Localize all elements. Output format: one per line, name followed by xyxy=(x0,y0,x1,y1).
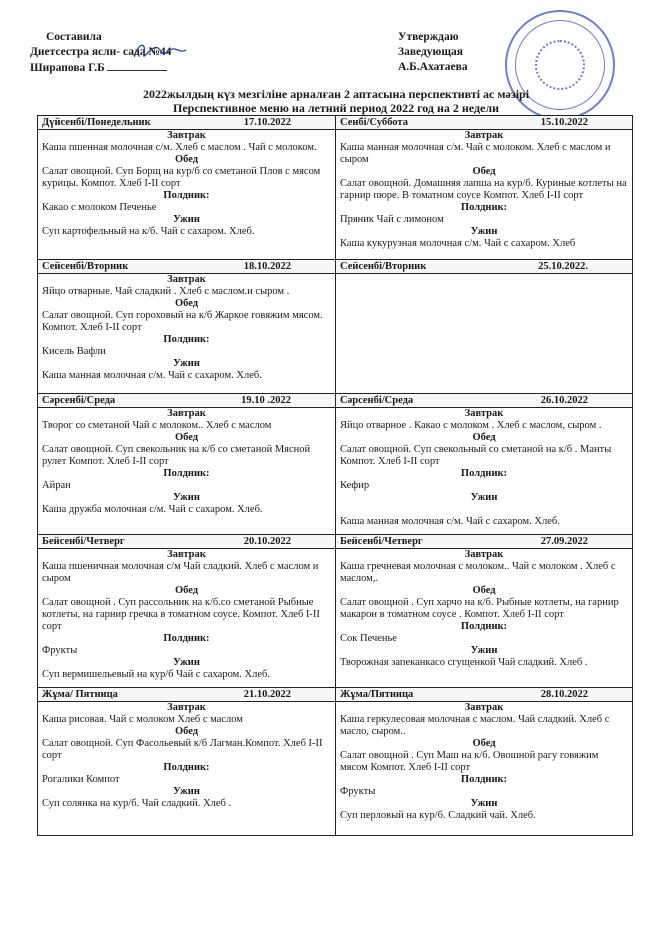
dinner-label: Ужин xyxy=(470,645,498,656)
handwritten-signature xyxy=(130,38,190,64)
compiled-by-label: Составила xyxy=(46,31,102,43)
dinner-label: Ужин xyxy=(173,786,200,797)
snack-dishes: Рогалики Компот xyxy=(42,774,120,785)
approved-by-name: А.Б.Ахатаева xyxy=(398,61,468,73)
day-header xyxy=(336,394,632,408)
snack-label: Полдник: xyxy=(460,468,508,479)
day-header xyxy=(38,116,335,130)
dinner-label: Ужин xyxy=(470,492,498,503)
dinner-dishes: Суп солянка на кур/б. Чай сладкий. Хлеб . xyxy=(42,798,232,809)
day-header xyxy=(38,260,335,274)
breakfast-label: Завтрак xyxy=(167,274,206,285)
lunch-dishes: Салат овощной. Суп свекольный со сметаной на к/б . Манты Компот. Хлеб I-II сорт xyxy=(340,444,612,467)
breakfast-label: Завтрак xyxy=(167,702,206,713)
day-name: Дүйсенбі/Понедельник xyxy=(42,117,151,128)
breakfast-label: Завтрак xyxy=(464,702,504,713)
day-cell xyxy=(38,688,335,835)
lunch-label: Обед xyxy=(174,154,199,165)
breakfast-dishes: Каша пшеничная молочная с/м Чай сладкий. Хлеб с маслом и сыром xyxy=(42,561,319,584)
day-date: 20.10.2022 xyxy=(243,536,291,547)
dinner-dishes: Творожная запеканкасо сгущенкой Чай сладкий. Хлеб . xyxy=(340,657,588,668)
breakfast-label: Завтрак xyxy=(167,408,206,419)
dinner-dishes: Каша манная молочная с/м. Чай с сахаром. Хлеб. xyxy=(340,516,560,527)
compiled-by-name: Ширапова Г.Б xyxy=(30,62,105,74)
breakfast-dishes: Каша рисовая. Чай с молоком Хлеб с маслом xyxy=(42,714,243,725)
day-name: Сейсенбі/Вторник xyxy=(340,261,427,272)
snack-dishes: Кефир xyxy=(340,480,370,491)
approved-by-position: Заведующая xyxy=(398,46,464,58)
day-cell xyxy=(335,535,632,687)
day-cell xyxy=(335,260,632,393)
day-name: Бейсенбі/Четверг xyxy=(340,536,423,547)
day-date: 26.10.2022 xyxy=(540,395,588,406)
day-name: Жұма/ Пятница xyxy=(42,689,118,700)
day-cell xyxy=(38,260,335,393)
menu-row xyxy=(38,534,632,687)
day-cell xyxy=(38,535,335,687)
approved-by-label: Утверждаю xyxy=(398,31,459,43)
day-cell xyxy=(335,116,632,259)
snack-label: Полдник: xyxy=(163,468,210,479)
day-header xyxy=(336,116,632,130)
snack-dishes: Фрукты xyxy=(42,645,78,656)
lunch-dishes: Салат овощной. Домашняя лапша на кур/б. Куриные котлеты на гарнир пюре. В томатном соусе Компот. Хлеб I-II сорт xyxy=(340,178,627,201)
lunch-dishes: Салат овощной. Суп гороховый на к/б Жаркое говяжим мясом. Компот. Хлеб I-II сорт xyxy=(42,310,323,333)
dinner-label: Ужин xyxy=(173,657,200,668)
dinner-label: Ужин xyxy=(173,358,200,369)
approved-by-block xyxy=(398,30,468,75)
breakfast-dishes: Каша геркулесовая молочная с маслом. Чай сладкий. Хлеб с масло, сыром.. xyxy=(340,714,610,737)
lunch-dishes: Салат овощной . Суп Маш на к/б. Овошной рагу говяжим мясом Компот. Хлеб I-II сорт xyxy=(340,750,599,773)
day-name: Сәрсенбі/Среда xyxy=(340,395,414,406)
compiled-by-position: Диетсестра ясли- сада №44 xyxy=(30,46,172,58)
menu-row xyxy=(38,687,632,835)
lunch-label: Обед xyxy=(174,585,199,596)
day-name: Жұма/Пятница xyxy=(340,689,414,700)
day-name: Сейсенбі/Вторник xyxy=(42,261,129,272)
dinner-dishes: Суп вермишельевый на кур/б Чай с сахаром. Хлеб. xyxy=(42,669,270,680)
day-name: Сенбі/Суббота xyxy=(340,117,408,128)
dinner-dishes: Суп перловый на кур/б. Сладкий чай. Хлеб. xyxy=(340,810,536,821)
dinner-dishes: Каша дружба молочная с/м. Чай с сахаром. Хлеб. xyxy=(42,504,263,515)
snack-dishes: Айран xyxy=(42,480,71,491)
dinner-dishes: Каша манная молочная с/м. Чай с сахаром. Хлеб. xyxy=(42,370,262,381)
day-date: 19.10 .2022 xyxy=(241,395,291,406)
snack-dishes: Фрукты xyxy=(340,786,376,797)
snack-label: Полдник: xyxy=(163,762,210,773)
dinner-dishes: Каша кукурузная молочная с/м. Чай с сахаром. Хлеб xyxy=(340,238,576,249)
breakfast-dishes: Каша гречневая молочная с молоком.. Чай с молоком . Хлеб с маслом,. xyxy=(340,561,616,584)
menu-row xyxy=(38,259,632,393)
dinner-label: Ужин xyxy=(173,492,200,503)
lunch-label: Обед xyxy=(472,432,496,443)
day-date: 15.10.2022 xyxy=(540,117,588,128)
day-date: 25.10.2022. xyxy=(538,261,588,272)
menu-row xyxy=(38,116,632,259)
day-cell xyxy=(38,116,335,259)
breakfast-dishes: Яйцо отварное . Какао с молоком . Хлеб с маслом, сыром . xyxy=(340,420,602,431)
day-date: 21.10.2022 xyxy=(243,689,291,700)
day-date: 28.10.2022 xyxy=(540,689,588,700)
lunch-label: Обед xyxy=(174,432,199,443)
lunch-dishes: Салат овощной . Суп рассольник на к/б.со сметаной Рыбные котлеты, на гарнир гречка в томатном соусе. Компот. Хлеб I-II сорт xyxy=(42,597,320,632)
lunch-label: Обед xyxy=(472,738,496,749)
day-header xyxy=(336,688,632,702)
lunch-dishes: Салат овощной. Суп Фасольевый к/б Лагман.Компот. Хлеб I-II сорт xyxy=(42,738,323,761)
day-header xyxy=(38,394,335,408)
lunch-dishes: Салат овощной. Суп Борщ на кур/б со сметаной Плов с мясом курицы. Компот. Хлеб I-II сорт xyxy=(42,166,321,189)
snack-dishes: Кисель Вафли xyxy=(42,346,106,357)
snack-label: Полдник: xyxy=(460,774,508,785)
day-header xyxy=(336,535,632,549)
day-header xyxy=(38,688,335,702)
breakfast-dishes: Каша пшенная молочная с/м. Хлеб с маслом . Чай с молоком. xyxy=(42,142,317,153)
dinner-label: Ужин xyxy=(470,226,498,237)
title-kazakh: 2022жылдың күз мезгіліне арналған 2 аптасына перспективті ас мәзірі xyxy=(142,87,530,101)
menu-row xyxy=(38,393,632,534)
snack-label: Полдник: xyxy=(460,621,508,632)
day-date: 27.09.2022 xyxy=(540,536,588,547)
document-titles xyxy=(0,87,672,115)
dinner-label: Ужин xyxy=(470,798,498,809)
snack-dishes: Сок Печенье xyxy=(340,633,397,644)
snack-label: Полдник: xyxy=(163,633,210,644)
breakfast-dishes: Яйцо отварные. Чай сладкий . Хлеб с маслом.и сыром . xyxy=(42,286,290,297)
breakfast-label: Завтрак xyxy=(167,130,206,141)
day-name: Сәрсенбі/Среда xyxy=(42,395,116,406)
day-date: 17.10.2022 xyxy=(243,117,291,128)
spacer xyxy=(336,504,632,516)
breakfast-label: Завтрак xyxy=(464,130,504,141)
breakfast-dishes: Творог со сметаной Чай с молоком.. Хлеб с маслом xyxy=(42,420,272,431)
day-header xyxy=(336,260,632,274)
title-russian: Перспективное меню на летний период 2022 год на 2 недели xyxy=(172,101,499,115)
lunch-label: Обед xyxy=(174,726,199,737)
dinner-label: Ужин xyxy=(173,214,200,225)
lunch-label: Обед xyxy=(472,585,496,596)
lunch-dishes: Салат овощной . Суп харчо на к/б. Рыбные котлеты, на гарнир макарон в томатном соусе . Компот. Хлеб I-II сорт xyxy=(340,597,619,620)
breakfast-dishes: Каша манная молочная с/м. Чай с молоком. Хлеб с маслом и сыром xyxy=(340,142,611,165)
day-name: Бейсенбі/Четверг xyxy=(42,536,125,547)
day-cell xyxy=(335,394,632,534)
day-date: 18.10.2022 xyxy=(243,261,291,272)
lunch-dishes: Салат овощной. Суп свекольник на к/б со сметаной Мясной рулет Компот. Хлеб I-II сорт xyxy=(42,444,311,467)
snack-label: Полдник: xyxy=(460,202,508,213)
menu-table xyxy=(37,115,633,836)
lunch-label: Обед xyxy=(472,166,496,177)
snack-dishes: Пряник Чай с лимоном xyxy=(340,214,444,225)
day-header xyxy=(38,535,335,549)
breakfast-label: Завтрак xyxy=(464,549,504,560)
breakfast-label: Завтрак xyxy=(167,549,206,560)
day-cell xyxy=(335,688,632,835)
breakfast-label: Завтрак xyxy=(464,408,504,419)
snack-label: Полдник: xyxy=(163,334,210,345)
day-cell xyxy=(38,394,335,534)
snack-dishes: Какао с молоком Печенье xyxy=(42,202,157,213)
snack-label: Полдник: xyxy=(163,190,210,201)
lunch-label: Обед xyxy=(174,298,199,309)
dinner-dishes: Суп картофельный на к/б. Чай с сахаром. Хлеб. xyxy=(42,226,255,237)
